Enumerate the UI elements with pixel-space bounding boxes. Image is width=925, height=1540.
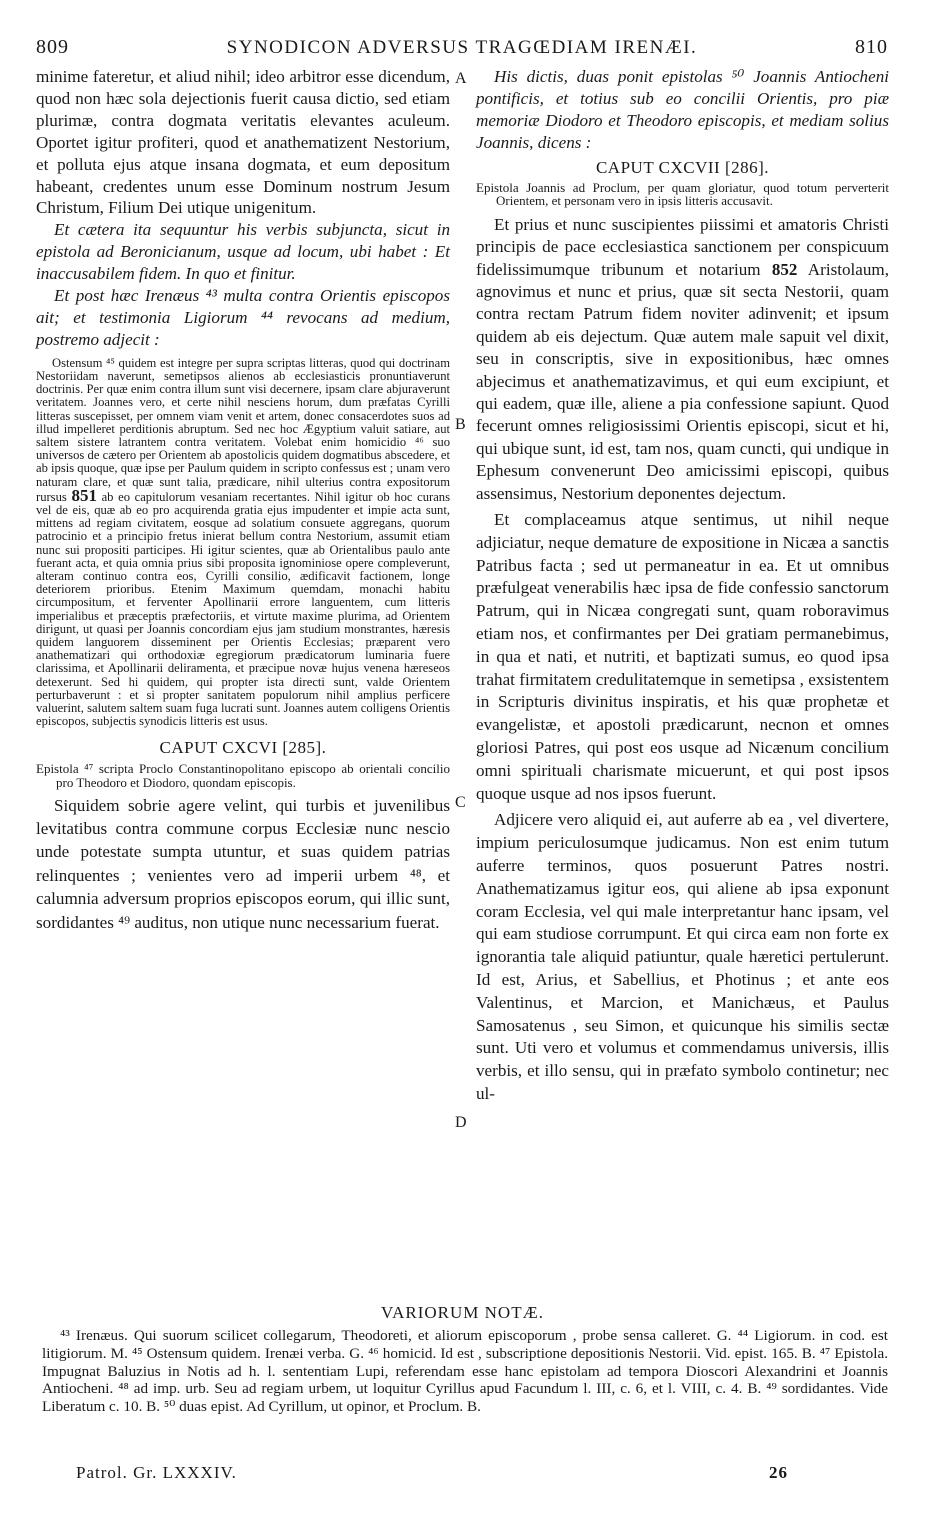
- margin-letter-d: D: [455, 1114, 467, 1131]
- notes-heading: VARIORUM NOTÆ.: [381, 1303, 544, 1322]
- quoted-letter-part-1: Ostensum ⁴⁵ quidem est integre per supra scriptas litteras, quod qui doctrinam Nestoriidam naverunt, semetipsos alienos ab ecclesiasticis pronuntiaverunt doctrinis. Per quæ enim contra illum sunt visi decernere, ipsam clare abjuraverunt veritatem. Joannes vero, et certe nihil nesciens horum, dum præfatas Cyrilli litteras suscepisset, per omnem viam venit et artem, donec consacerdotes suos ad illud impelleret perditionis abruptum. Sed nec hoc Ægyptium valuit satiare, aut saltem sistere latrantem contra veritatem. Volebat enim homicidio ⁴⁶ suo universos de cætero per Orientem ab apostolicis quidem dogmatibus abscedere, et ab ipsis quoque, quæ ipse per Paulum quidem in scripto confessus est ; unam vero naturam clare, et quæ sunt talia, prædicare, nihil ulterius contra expositorum rursus: [36, 355, 450, 504]
- left-column: [36, 66, 450, 934]
- margin-letter-c: C: [455, 794, 466, 811]
- right-paragraph-2: [476, 214, 889, 505]
- caput-heading-285: CAPUT CXCVI [285].: [159, 738, 327, 758]
- page-number-right: 810: [854, 36, 888, 58]
- left-paragraph-2: Et cætera ita sequuntur his verbis subjuncta, sicut in epistola ad Beronicianum, usque ad locum, ubi habet : Et inaccusabilem fidem. In quo et finitur.: [36, 220, 450, 284]
- left-paragraph-4: Siquidem sobrie agere velint, qui turbis et juvenilibus levitatibus contra commune corpus Ecclesiæ nunc nescio unde potestate sumpta utuntur, et suas quidem patrias relinquentes ; venientes vero ad imperii urbem ⁴⁸, et calumnia adversum proprios episcopos eorum, qui illic sunt, sordidantes ⁴⁹ auditus, non utique nunc necessarium fuerat.: [36, 795, 450, 932]
- quoted-letter-text: [36, 357, 450, 729]
- page-number-left: 809: [36, 36, 69, 58]
- column-number-851: 851: [71, 485, 97, 505]
- page-header: [36, 36, 888, 60]
- caput-286-summary: Epistola Joannis ad Proclum, per quam gloriatur, quod totum perverterit Orientem, et personam vero in ipsis litteris accusavit.: [476, 179, 889, 209]
- margin-letter-b: B: [455, 416, 466, 433]
- caput-heading-286: CAPUT CXCVII [286].: [595, 157, 770, 177]
- variorum-notes: ⁴³ Irenæus. Qui suorum scilicet collegarum, Theodoreti, et aliorum episcoporum , probe sensa calleret. G. ⁴⁴ Ligiorum. in cod. est litigiorum. M. ⁴⁵ Ostensum quidem. Irenæi verba. G. ⁴⁶ homicid. Id est , subscriptione depositionis Nestorii. Vid. epist. 165. B. ⁴⁷ Epistola. Impugnat Baluzius in Notis ad h. l. sententiam Lupi, referendam esse hanc epistolam ad tempora Dioscori Alexandrini et Joannis Antiocheni. ⁴⁸ ad imp. urb. Seu ad regiam urbem, ut loquitur Cyrillus apud Facundum l. III, c. 6, et l. VIII, c. 4. B. ⁴⁹ sordidantes. Vide Liberatum c. 10. B. ⁵⁰ duas epist. Ad Cyrillum, ut opinor, et Proclum. B.: [42, 1327, 888, 1416]
- left-paragraph-3: Et post hæc Irenæus ⁴³ multa contra Orientis episcopos ait; et testimonia Ligiorum ⁴⁴ revocans ad medium, postremo adjecit :: [36, 286, 450, 349]
- signature-mark: 26: [769, 1463, 788, 1482]
- right-paragraph-2-part-1: Et prius et nunc suscipientes piissimi et amatoris Christi principis de pace ecclesiastica sanctionem per conspicuum fidelissimumque tribunum et notarium: [476, 214, 889, 279]
- margin-letter-a: A: [455, 70, 467, 87]
- right-column: [476, 66, 889, 1106]
- page-footer: [76, 1463, 788, 1483]
- quoted-letter-part-2: ab eo capitulorum vesaniam recertantes. Nihil igitur ob hoc curans vel de eis, quæ ab eo pro acquirenda gratia ejus impudenter et impie acta sunt, mittens ad regiam civitatem, eosque ad solatium consuete aggregans, quorum patrocinio et a principio fretus inierat bellum contra Nestorium, assumit etiam nunc sui propositi participes. Hi igitur scientes, quæ ab Orientalibus paulo ante fuerant acta, et quia omnia prius sibi proposita ignominiose opere compleverunt, alteram continuo contra eos, Cyrilli consilio, ædificavit factionem, longe deteriorem prioribus. Etenim Maximum quemdam, monachi habitu circumpositum, et ferventer Apollinarii errore languentem, cum litteris imperialibus et præceptis præfectoriis, et virtute maxime plurima, ad Orientem dirigunt, ut quasi per Joannis concordiam ejus jam studium monstrantes, hæresis quidem languorem disseminent per Orientis Ecclesias; præparent vero anathematizari qui orthodoxiæ egregiorum prædicatorum luminaria fuere clarissima, et Apollinarii deliramenta, et præcipue novæ hujus venena hæreseos detexerunt. Sed hi quidem, qui propter ista directi sunt, valde Orientem perturbaverunt : et si propter sanitatem populorum nihil amplius perficere valuerint, salutem saltem suam fuga lucrati sunt. Joannes autem colligens Orientis episcopos, subjectis synodicis litteris est usus.: [36, 489, 450, 729]
- running-title: SYNODICON ADVERSUS TRAGŒDIAM IRENÆI.: [226, 37, 698, 58]
- right-paragraph-2-part-2: Aristolaum, agnovimus et nunc et prius, quæ sit secta Nestorii, quam contra rectam Patrum fidem noviter adinvenit; et ipsum quidem ab eis dejectum. Quæ autem male sapuit vel dixit, seu in conscriptis, sive in expositionibus, hæc omnes abjecimus et anathematizavimus, et qui eum excipiunt, et qui eadem, quæ ille, aliene a pia confessione sapiunt. Quod fecerunt omnes religiosissimi Orientis episcopi, sicut et hi, qui ubique sunt, id est, tam nos, quam cuncti, qui undique in Ephesum convenerunt Deo amicissimi episcopi, quibus assensimus, Nestorium deponentes dejectum.: [476, 259, 889, 503]
- right-paragraph-3: Et complaceamus atque sentimus, ut nihil neque adjiciatur, neque demature de expositione in Nicæa a sanctis Patribus facta ; sed ut permaneatur in ea. Et ut omnibus præfulgeat venerabilis hæc ipsa de fide confessio sanctorum Patrum, qui in Nicæa congregati sunt, quam roboravimus etiam nos, et confirmantes per Dei gratiam permanebimus, in qua et nati, et nutriti, et baptizati sumus, eo quod ipsa trahat firmitatem credulitatemque in semetipsa , exsistentem in Scripturis divinitus inspiratis, et his quæ prophetæ et evangelistæ, et apostoli prædicarunt, necnon et omnes gloriosi Patres, qui post eos usque ad Nicænum concilium omni spirituali charismate micuerunt, et qui post ipsos quoque usque ad nos ipsos fuerunt.: [476, 510, 889, 803]
- caput-285-summary: Epistola ⁴⁷ scripta Proclo Constantinopolitano episcopo ab orientali concilio pro Theodoro et Diodoro, quondam episcopis.: [36, 761, 450, 791]
- column-number-852: 852: [771, 259, 798, 279]
- footer-volume: Patrol. Gr. LXXXIV.: [76, 1463, 237, 1482]
- right-paragraph-4: Adjicere vero aliquid ei, aut auferre ab ea , vel divertere, impium periculosumque judicamus. Non est enim tutum auferre terminos, quos posuerunt Patres nostri. Anathematizamus igitur eos, qui aliene ab ipsa exponunt coram Ecclesia, vel qui male interpretantur hanc ipsam, vel qui eam studiose corrumpunt. Et qui circa eam non forte ex ignorantia tale aliquid patiuntur, quale hæretici pertulerunt. Id est, Arius, et Sabellius, et Photinus ; et ante eos Valentinus, et Marcion, et Manichæus, et Paulus Samosatenus , seu Simon, et quicunque his similis sectæ sunt. Uti vero et volumus et commendamus universis, illis verbis, et illo sensu, qui in præfato symbolo continetur; nec ul-: [476, 810, 889, 1104]
- left-paragraph-1: minime fateretur, et aliud nihil; ideo arbitror esse dicendum, quod non hæc sola dejectionis fuerit causa dictio, sed etiam plurimæ, contra dogmata veritatis elevantes aculeum. Oportet igitur profiteri, quod et anathematizent Nestorium, et polluta ejus atque insana dogmata, et eum depositum habeant, credentes unum esse Dominum nostrum Jesum Christum, Filium Dei utique unigenitum.: [36, 67, 450, 218]
- right-paragraph-1: His dictis, duas ponit epistolas ⁵⁰ Joannis Antiocheni pontificis, et totius sub eo concilii Orientis, pro piæ memoriæ Diodoro et Theodoro episcopis, et mediam solius Joannis, dicens :: [476, 67, 889, 152]
